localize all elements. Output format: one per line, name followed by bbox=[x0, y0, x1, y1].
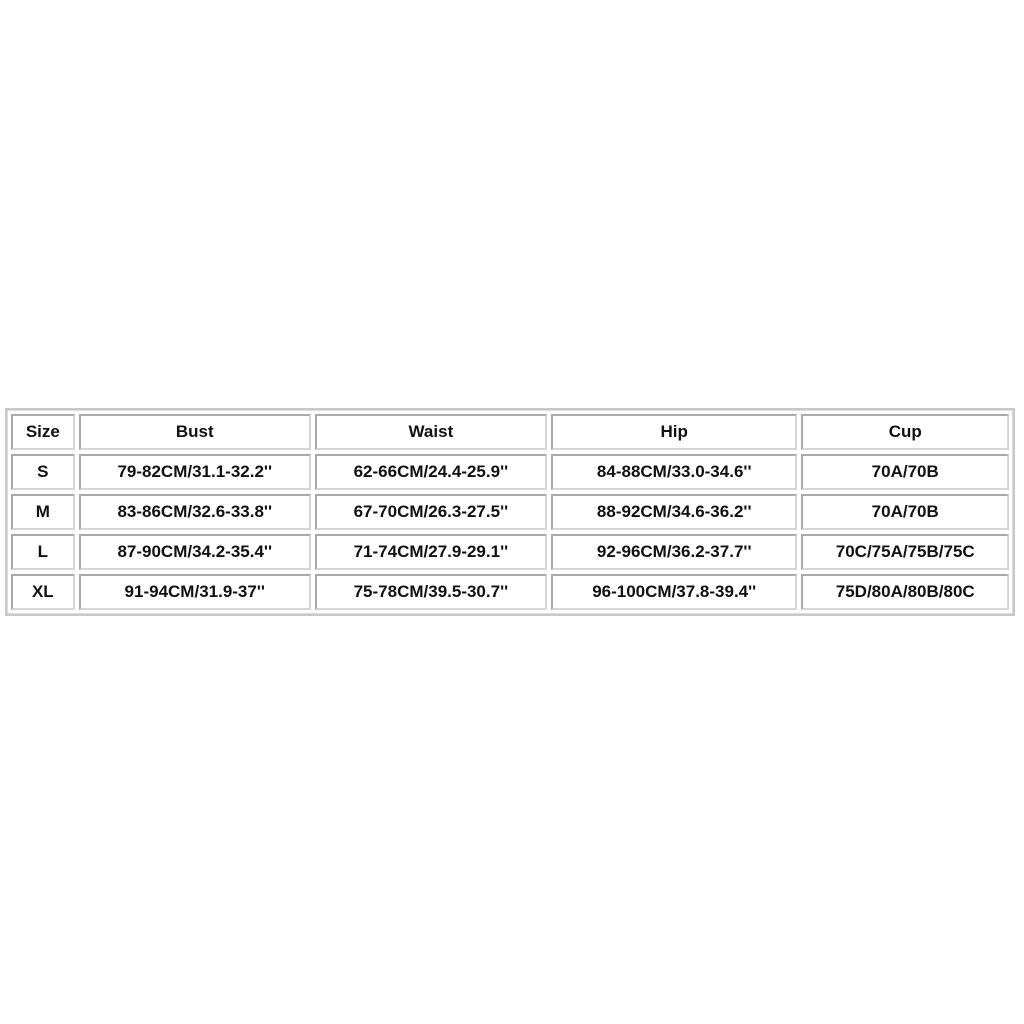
cell-bust: 91-94CM/31.9-37'' bbox=[79, 574, 311, 610]
header-hip: Hip bbox=[551, 414, 798, 450]
cell-hip: 88-92CM/34.6-36.2'' bbox=[551, 494, 798, 530]
cell-size: XL bbox=[11, 574, 75, 610]
cell-cup: 70C/75A/75B/75C bbox=[801, 534, 1009, 570]
table-row bbox=[11, 574, 1009, 610]
cell-bust: 83-86CM/32.6-33.8'' bbox=[79, 494, 311, 530]
table-row bbox=[11, 494, 1009, 530]
header-size: Size bbox=[11, 414, 75, 450]
cell-waist: 62-66CM/24.4-25.9'' bbox=[315, 454, 547, 490]
cell-size: S bbox=[11, 454, 75, 490]
header-cup: Cup bbox=[801, 414, 1009, 450]
header-bust: Bust bbox=[79, 414, 311, 450]
cell-size: M bbox=[11, 494, 75, 530]
cell-hip: 92-96CM/36.2-37.7'' bbox=[551, 534, 798, 570]
cell-hip: 84-88CM/33.0-34.6'' bbox=[551, 454, 798, 490]
table-header-row bbox=[11, 414, 1009, 450]
cell-cup: 70A/70B bbox=[801, 454, 1009, 490]
cell-hip: 96-100CM/37.8-39.4'' bbox=[551, 574, 798, 610]
cell-size: L bbox=[11, 534, 75, 570]
cell-bust: 87-90CM/34.2-35.4'' bbox=[79, 534, 311, 570]
size-chart-table bbox=[5, 408, 1015, 616]
cell-waist: 67-70CM/26.3-27.5'' bbox=[315, 494, 547, 530]
cell-bust: 79-82CM/31.1-32.2'' bbox=[79, 454, 311, 490]
cell-waist: 75-78CM/39.5-30.7'' bbox=[315, 574, 547, 610]
table-row bbox=[11, 454, 1009, 490]
cell-cup: 75D/80A/80B/80C bbox=[801, 574, 1009, 610]
table-row bbox=[11, 534, 1009, 570]
cell-cup: 70A/70B bbox=[801, 494, 1009, 530]
header-waist: Waist bbox=[315, 414, 547, 450]
cell-waist: 71-74CM/27.9-29.1'' bbox=[315, 534, 547, 570]
